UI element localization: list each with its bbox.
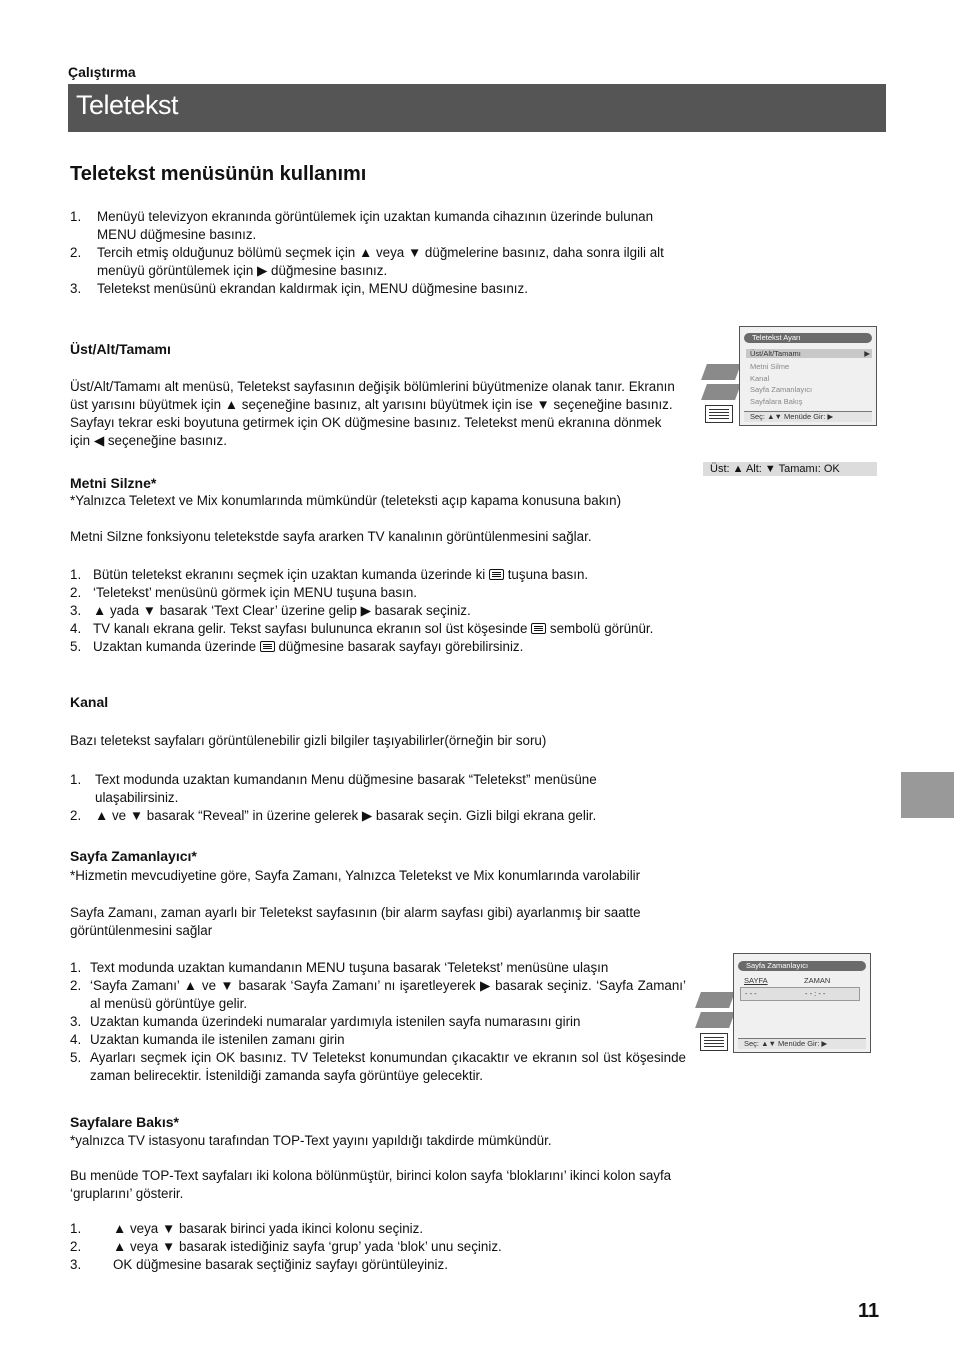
list-item: 2. ‘Sayfa Zamanı’ ▲ ve ▼ basarak ‘Sayfa Zamanı’ nı işaretleyerek ▶ basarak seçiniz. ‘Sayfa Zamanı’ al menüsü görüntüye gelir. [70, 978, 686, 1011]
picture-mode-icon [701, 364, 741, 380]
title-banner [68, 84, 886, 132]
list-item: 3. Uzaktan kumanda üzerindeki numaralar yardımıyla istenilen sayfa numarasını girin [70, 1014, 581, 1029]
sayfa-zamanlayici-heading: Sayfa Zamanlayıcı* [70, 848, 197, 864]
ust-alt-heading: Üst/Alt/Tamamı [70, 341, 171, 357]
osd-item-selected: Üst/Alt/Tamamı ▶ [746, 349, 872, 358]
list-item: 1. Bütün teletekst ekranını seçmek için uzaktan kumanda üzerinde ki tuşuna basın. [70, 567, 589, 582]
sound-mode-icon [695, 1012, 735, 1028]
ust-alt-text: Üst/Alt/Tamamı alt menüsü, Teletekst sayfasının değişik bölümlerini büyütmenize olanak tanır. Ekranın üst yarısını büyütmek için ▲ seçeneğine basınız, alt yarısını büyütmek için ise ▼ seçeneğine basınız. Sayfayı tekrar eski boyutuna getirmek için OK düğmesine basınız. Teletekst menü ekranına dönmek için ◀ seçeneğine basınız. [70, 379, 675, 448]
list-item: 3. OK düğmesine basarak seçtiğiniz sayfayı görüntüleyiniz. [70, 1257, 448, 1272]
sayfalare-bakis-text: Bu menüde TOP-Text sayfaları iki kolona bölünmüştür, birinci kolon sayfa ‘bloklarını’ ikinci kolon sayfa ‘gruplarını’ gösterir. [70, 1168, 672, 1201]
section-label: Çalıştırma [68, 64, 136, 80]
main-heading: Teletekst menüsünün kullanımı [70, 163, 367, 185]
kanal-steps [70, 771, 660, 825]
metni-silzne-steps [70, 566, 660, 656]
list-item: 2. ▲ veya ▼ basarak istediğiniz sayfa ‘grup’ yada ‘blok’ unu seçiniz. [70, 1239, 502, 1254]
metni-silzne-note: *Yalnızca Teletext ve Mix konumlarında mümkündür (teleteksti açıp kapama konusuna bakın) [70, 493, 622, 508]
sayfa-zamanlayici-note: *Hizmetin mevcudiyetine göre, Sayfa Zamanı, Yalnızca Teletekst ve Mix konumlarında varolabilir [70, 868, 641, 883]
teletext-mode-icon [700, 1033, 728, 1051]
picture-mode-icon [695, 992, 735, 1008]
list-item: 5. Ayarları seçmek için OK basınız. TV Teletekst konumundan çıkacaktır ve ekranın sol üst köşesinde zaman belirecektir. İstenildiği zamanda sayfa görüntüye gelecektir. [70, 1050, 686, 1083]
osd-title: Sayfa Zamanlayıcı [738, 961, 866, 971]
sayfa-zamanlayici-text: Sayfa Zamanı, zaman ayarlı bir Teletekst sayfasının (bir alarm sayfası gibi) ayarlanmış bir saatte görüntülenmesini sağlar [70, 905, 641, 938]
list-item: 1. Text modunda uzaktan kumandanın MENU tuşuna basarak ‘Teletekst’ menüsüne ulaşın [70, 960, 609, 975]
sayfalare-bakis-heading: Sayfalare Bakıs* [70, 1114, 179, 1130]
list-item: 1. Menüyü televizyon ekranında görüntülemek için uzaktan kumanda cihazının üzerinde bulunan MENU düğmesine basınız. [70, 209, 654, 242]
list-item: 2. ▲ ve ▼ basarak “Reveal” in üzerine gelerek ▶ basarak seçin. Gizli bilgi ekrana gelir. [70, 808, 597, 823]
osd-col-sayfa: SAYFA [744, 976, 768, 985]
page-title: Teletekst [76, 90, 179, 120]
teletext-icon [489, 569, 504, 580]
kanal-heading: Kanal [70, 694, 109, 710]
sayfalare-bakis-steps [70, 1220, 660, 1274]
list-item: 5. Uzaktan kumanda üzerinde düğmesine basarak sayfayı görebilirsiniz. [70, 639, 524, 654]
osd-arrow-icon: ▶ [864, 349, 870, 358]
osd-footer: Seç: ▲▼ Menüde Gir: ▶ [738, 1038, 866, 1049]
osd-item: Sayfalara Bakış [750, 397, 803, 406]
list-item: 1. ▲ veya ▼ basarak birinci yada ikinci kolonu seçiniz. [70, 1221, 424, 1236]
list-item: 3. ▲ yada ▼ basarak ‘Text Clear’ üzerine gelip ▶ basarak seçiniz. [70, 603, 471, 618]
teletext-icon [531, 623, 546, 634]
sound-mode-icon [701, 384, 741, 400]
osd-entry-row: - - - - - : - - [740, 987, 860, 1001]
osd-title: Teletekst Ayarı [744, 333, 872, 343]
sayfa-zamanlayici-steps [70, 959, 686, 1085]
hint-bar: Üst: ▲ Alt: ▼ Tamamı: OK [703, 462, 877, 476]
list-item: 4. Uzaktan kumanda ile istenilen zamanı girin [70, 1032, 345, 1047]
osd-item: Metni Silme [750, 362, 790, 371]
osd-item: Kanal [750, 374, 770, 383]
sayfalare-bakis-note: *yalnızca TV istasyonu tarafından TOP-Text yayını yapıldığı takdirde mümkündür. [70, 1133, 552, 1148]
chapter-tab [901, 772, 954, 818]
list-item: 4. TV kanalı ekrana gelir. Tekst sayfası bulununca ekranın sol üst köşesinde sembolü görünür. [70, 621, 654, 636]
list-item: 3. Teletekst menüsünü ekrandan kaldırmak için, MENU düğmesine basınız. [70, 281, 528, 296]
metni-silzne-text: Metni Silzne fonksiyonu teletekstde sayfa ararken TV kanalının görüntülenmesini sağlar. [70, 529, 592, 544]
osd-item: Sayfa Zamanlayıcı [750, 385, 813, 394]
intro-list [70, 208, 682, 298]
kanal-text: Bazı teletekst sayfaları görüntülenebilir gizli bilgiler taşıyabilirler(örneğin bir soru) [70, 733, 547, 748]
list-item: 1. Text modunda uzaktan kumandanın Menu düğmesine basarak “Teletekst” menüsüne ulaşabilirsiniz. [70, 772, 597, 805]
list-item: 2. ‘Teletekst’ menüsünü görmek için MENU tuşuna basın. [70, 585, 418, 600]
metni-silzne-heading: Metni Silzne* [70, 475, 157, 491]
teletext-mode-icon [705, 405, 733, 423]
osd-col-zaman: ZAMAN [804, 976, 831, 985]
list-item: 2. Tercih etmiş olduğunuz bölümü seçmek için ▲ veya ▼ düğmelerine basınız, daha sonra ilgili alt menüyü görüntülemek için ▶ düğmesine basınız. [70, 245, 664, 278]
sayfa-osd-menu [733, 953, 871, 1053]
teletext-icon [260, 641, 275, 652]
page-number: 11 [858, 1300, 880, 1322]
osd-footer: Seç: ▲▼ Menüde Gir: ▶ [744, 411, 872, 422]
teletekst-osd-menu [739, 326, 877, 426]
